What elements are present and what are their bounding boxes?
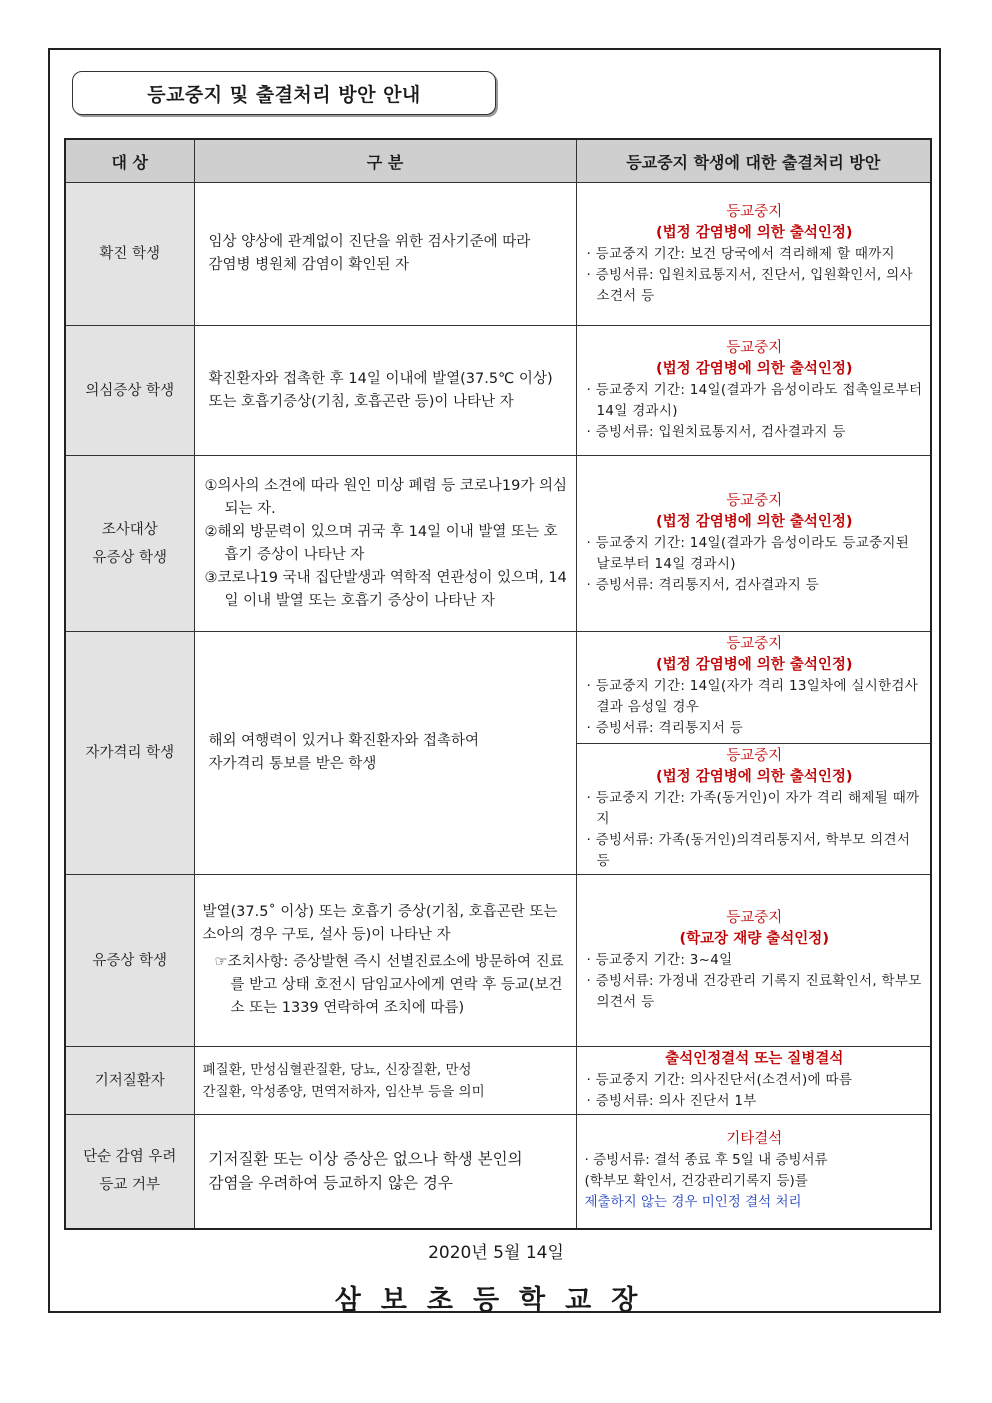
status-label: 등교중지 (726, 340, 783, 356)
document-date: 2020년 5월 14일 (428, 1243, 564, 1263)
table-row (65, 326, 931, 456)
row-desc: ①의사의 소견에 따라 원인 미상 폐렴 등 코로나19가 의심되는 자. ②해외 방문력이 있으며 귀국 후 14일 이내 발열 또는 호흡기 증상이 나타난 자 ③코로나19 국내 집단발생과 역학적 연관성이 있으며, 14일 이내 발열 또는 호흡기 증상이 나타난 자 (194, 456, 576, 632)
status-label: 등교중지 (726, 203, 783, 220)
table-row (65, 875, 931, 1047)
row-desc: 임상 양상에 관계없이 진단을 위한 검사기준에 따라 감염병 병원체 감염이 확인된 자 (194, 183, 576, 326)
basis-label: (법정 감염병에 의한 출석인정) (656, 657, 853, 673)
note-text: 제출하지 않는 경우 미인정 결석 처리 (584, 1194, 802, 1211)
row-process: 등교중지 (법정 감염병에 의한 출석인정) · 등교중지 기간: 14일(결과가 음성이라도 등교중지된 날로부터 14일 경과시) · 증빙서류: 격리통지서, 검사결과지 등 (576, 456, 931, 632)
row-target: 기저질환자 (65, 1047, 194, 1115)
row-target: 단순 감염 우려 등교 거부 (65, 1115, 194, 1229)
basis-label: (법정 감염병에 의한 출석인정) (656, 361, 853, 377)
row-process: 등교중지 (법정 감염병에 의한 출석인정) · 등교중지 기간: 14일(결과가 음성이라도 접촉일로부터 14일 경과시) · 증빙서류: 입원치료통지서, 검사결과지 등 (576, 326, 931, 456)
table-row (65, 183, 931, 326)
basis-label: (법정 감염병에 의한 출석인정) (656, 514, 853, 530)
header-process: 등교중지 학생에 대한 출결처리 방안 (576, 139, 931, 183)
row-desc: 발열(37.5˚ 이상) 또는 호흡기 증상(기침, 호흡곤란 또는 소아의 경우 구토, 설사 등)이 나타난 자 ☞조치사항: 증상발현 즉시 선별진료소에 방문하여 진료를 받고 상태 호전시 담임교사에게 연락 후 등교(보건소 또는 1339 연락하여 조치에 따름) (194, 875, 576, 1047)
row-target: 조사대상 유증상 학생 (65, 456, 194, 632)
table-row (65, 1115, 931, 1229)
row-process: 등교중지 (법정 감염병에 의한 출석인정) · 등교중지 기간: 보건 당국에서 격리해제 할 때까지 · 증빙서류: 입원치료통지서, 진단서, 입원확인서, 의사소견서 등 (576, 183, 931, 326)
process-sub-1: 등교중지 (법정 감염병에 의한 출석인정) · 등교중지 기간: 14일(자가 격리 13일차에 실시한검사 결과 음성일 경우 · 증빙서류: 격리통지서 등 (577, 632, 931, 743)
status-label: 등교중지 (726, 910, 783, 926)
basis-label: (법정 감염병에 의한 출석인정) (656, 769, 853, 785)
attendance-table (64, 138, 932, 1230)
table-header-row (65, 139, 931, 183)
status-label: 기타결석 (726, 1131, 783, 1148)
row-target: 유증상 학생 (65, 875, 194, 1047)
row-desc: 폐질환, 만성심혈관질환, 당뇨, 신장질환, 만성 간질환, 악성종양, 면역저하자, 임산부 등을 의미 (194, 1047, 576, 1115)
school-signature: 삼보초등학교장 (334, 1285, 658, 1316)
status-label: 등교중지 (726, 748, 783, 764)
row-process: 등교중지 (학교장 재량 출석인정) · 등교중지 기간: 3~4일 · 증빙서류: 가정내 건강관리 기록지 진료확인서, 학부모 의견서 등 (576, 875, 931, 1047)
status-label: 등교중지 (726, 493, 783, 509)
table-row (65, 456, 931, 632)
basis-label: (법정 감염병에 의한 출석인정) (656, 224, 853, 241)
status-label: 등교중지 (726, 636, 783, 652)
row-target: 의심증상 학생 (65, 326, 194, 456)
row-desc: 확진환자와 접촉한 후 14일 이내에 발열(37.5℃ 이상) 또는 호흡기증상(기침, 호흡곤란 등)이 나타난 자 (194, 326, 576, 456)
table-row (65, 632, 931, 875)
table-row (65, 1047, 931, 1115)
status-label: 출석인정결석 또는 질병결석 (665, 1051, 844, 1067)
row-process: 기타결석 · 증빙서류: 결석 종료 후 5일 내 증빙서류 (학부모 확인서, 건강관리기록지 등)를 제출하지 않는 경우 미인정 결석 처리 (576, 1115, 931, 1229)
row-desc: 기저질환 또는 이상 증상은 없으나 학생 본인의 감염을 우려하여 등교하지 않은 경우 (194, 1115, 576, 1229)
row-process (576, 632, 931, 875)
row-process: 출석인정결석 또는 질병결석 · 등교중지 기간: 의사진단서(소견서)에 따름 · 증빙서류: 의사 진단서 1부 (576, 1047, 931, 1115)
row-target: 자가격리 학생 (65, 632, 194, 875)
header-target: 대 상 (65, 139, 194, 183)
row-target: 확진 학생 (65, 183, 194, 326)
basis-label: (학교장 재량 출석인정) (679, 931, 829, 947)
row-desc: 해외 여행력이 있거나 확진환자와 접촉하여 자가격리 통보를 받은 학생 (194, 632, 576, 875)
page-title: 등교중지 및 출결처리 방안 안내 (72, 71, 496, 115)
header-category: 구 분 (194, 139, 576, 183)
process-sub-2: 등교중지 (법정 감염병에 의한 출석인정) · 등교중지 기간: 가족(동거인)이 자가 격리 해제될 때까지 · 증빙서류: 가족(동거인)의격리통지서, 학부모 의견서 등 (577, 743, 931, 874)
